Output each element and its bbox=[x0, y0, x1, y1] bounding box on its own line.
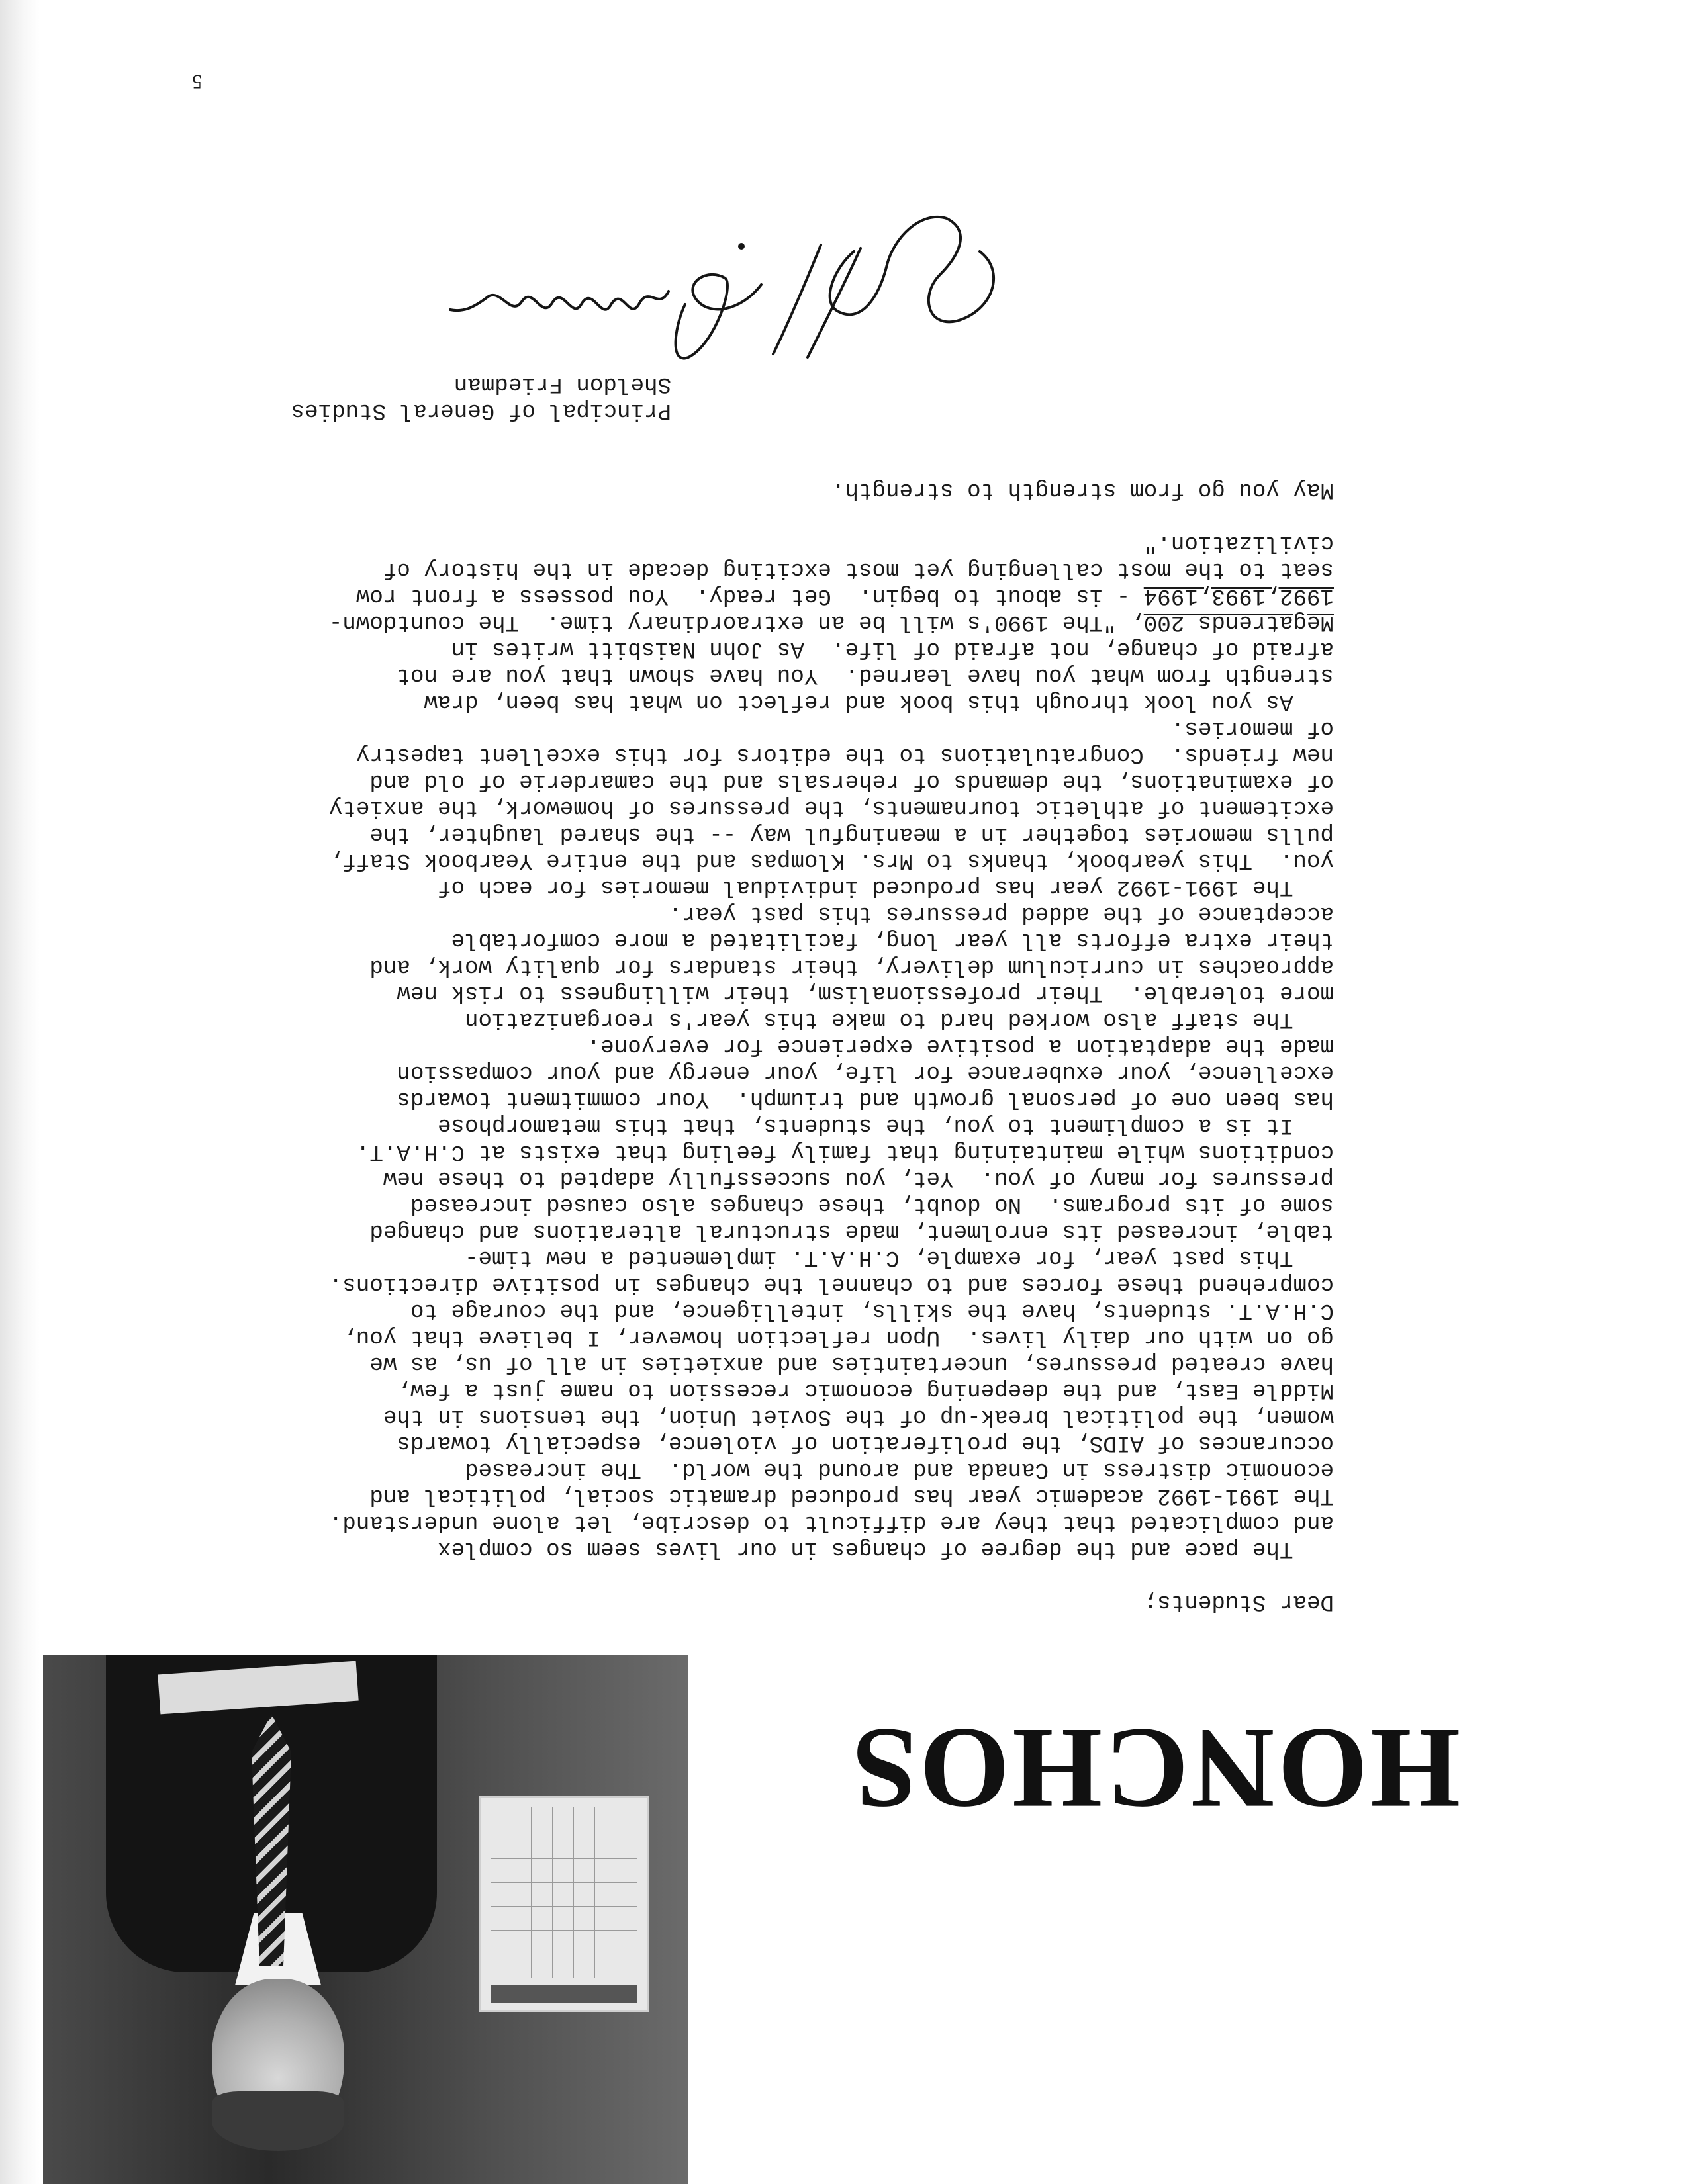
letter-line: C.H.A.T. students, have the skills, intelligence, and the courage to bbox=[410, 1298, 1334, 1323]
wall-calendar bbox=[479, 1796, 649, 2012]
letter-line: women, the political break-up of the Soviet Union, the tensions in the bbox=[383, 1404, 1334, 1429]
letter-line: and complicated that they are difficult to describe, let alone understand. bbox=[328, 1510, 1334, 1535]
letter-line: This past year, for example, C.H.A.T. implemented a new time- bbox=[464, 1245, 1334, 1270]
letter-line: It is a compliment to you, the students, that this metamorphose bbox=[437, 1113, 1334, 1138]
letter-line: of memories. bbox=[1170, 715, 1334, 741]
letter-line: Middle East, and the deepening economic recession to name just a few, bbox=[397, 1377, 1334, 1402]
signer-name: Sheldon Friedman bbox=[453, 371, 671, 396]
quote-line: seat to the most callenging yet most exciting decade in the history of bbox=[383, 557, 1334, 582]
letter-line: go on with our daily lives. Upon reflection however, I believe that you, bbox=[342, 1324, 1334, 1349]
letter-line: The staff also worked hard to make this year's reorganization bbox=[464, 1007, 1334, 1032]
letter-line: pressures for many of you. Yet, you successfully adapted to these new bbox=[383, 1165, 1334, 1191]
page-heading: HONCHOS bbox=[849, 1705, 1461, 1833]
letter-line: more tolerable. Their professionalism, their willingness to risk new bbox=[397, 980, 1334, 1005]
scan-edge bbox=[0, 0, 40, 2184]
letter-line: economic distress in Canada and around the world. The increased bbox=[464, 1457, 1334, 1482]
letter-paragraph-lines bbox=[235, 635, 1334, 1562]
letter-line: approaches in curriculum delivery, their standars for quality work, and bbox=[369, 954, 1334, 979]
letter-line: some of its programs. No doubt, these changes also caused increased bbox=[410, 1192, 1334, 1217]
letter-greeting: Dear Students; bbox=[1143, 1589, 1334, 1614]
letter-line: have created pressures, uncertainties and anxieties in all of us, as we bbox=[369, 1351, 1334, 1376]
letter-line: strength from what you have learned. You have shown that you are not bbox=[397, 662, 1334, 688]
letter-line: of examinations, the demands of rehersals and the camarderie of old and bbox=[369, 768, 1334, 794]
letter-line: their extra efforts all year long, facilitated a more comfortable bbox=[451, 927, 1334, 952]
letter-line: As you look through this book and reflect on what has been, draw bbox=[424, 689, 1334, 714]
letter-line: made the adaptation a positive experience for everyone. bbox=[586, 1033, 1334, 1058]
letter-line: new friends. Congratulations to the editors for this excellent tapestry bbox=[355, 742, 1334, 767]
letter-line: The pace and the degree of changes in our lives seem so complex bbox=[437, 1536, 1334, 1561]
letter-closing: May you go from strength to strength. bbox=[831, 477, 1334, 502]
letter-line: comprehend these forces and to channel the changes in positive directions. bbox=[328, 1271, 1334, 1297]
signer-title: Principal of General Studies bbox=[291, 398, 671, 423]
letter-line: you. This yearbook, thanks to Mrs. Klompas and the entire Yearbook Staff, bbox=[328, 848, 1334, 873]
quote-line: 1992,1993,1994 - is about to begin. Get ready. You possess a front row bbox=[355, 583, 1334, 608]
quote-line: Megatrends 200, "The 1990's will be an extraordinary time. The countdown- bbox=[328, 610, 1334, 635]
letter-line: excitement of athletic tournaments, the pressures of homework, the anxiety bbox=[328, 795, 1334, 820]
letter-line: pulls memories together in a meaningful way -- the shared laughter, the bbox=[369, 821, 1334, 846]
letter-line: conditions while maintaining that family feeling that exists at C.H.A.T. bbox=[355, 1139, 1334, 1164]
page-number: 5 bbox=[192, 71, 202, 93]
countdown-years: 1992,1993,1994 bbox=[1143, 583, 1334, 608]
letter-line: acceptance of the added pressures this past year. bbox=[668, 901, 1334, 926]
letter-line: has been one of personal growth and triumph. Your commitment towards bbox=[397, 1086, 1334, 1111]
quote-line: civilization." bbox=[1143, 530, 1334, 555]
letter-line: occurances of AIDS, the proliferation of violence, especially towards bbox=[397, 1430, 1334, 1455]
photo-hair bbox=[212, 2091, 344, 2151]
letter-line: excellence, your exuberance for life, your energy and your compassion bbox=[397, 1060, 1334, 1085]
letter-line: afraid of change, not afraid of life. As John Naisbitt writes in bbox=[451, 636, 1334, 661]
book-title: Megatrends 200 bbox=[1143, 610, 1334, 635]
letter-body bbox=[235, 371, 1334, 1615]
letter-line: The 1991-1992 academic year has produced dramatic social, political and bbox=[369, 1483, 1334, 1508]
letter-line: The 1991-1992 year has produced individual memories for each of bbox=[437, 874, 1334, 899]
handwritten-signature bbox=[437, 205, 1019, 384]
principal-photo bbox=[43, 1655, 688, 2184]
letter-line: table, increased its enrolment, made structural alterations and changed bbox=[369, 1218, 1334, 1244]
